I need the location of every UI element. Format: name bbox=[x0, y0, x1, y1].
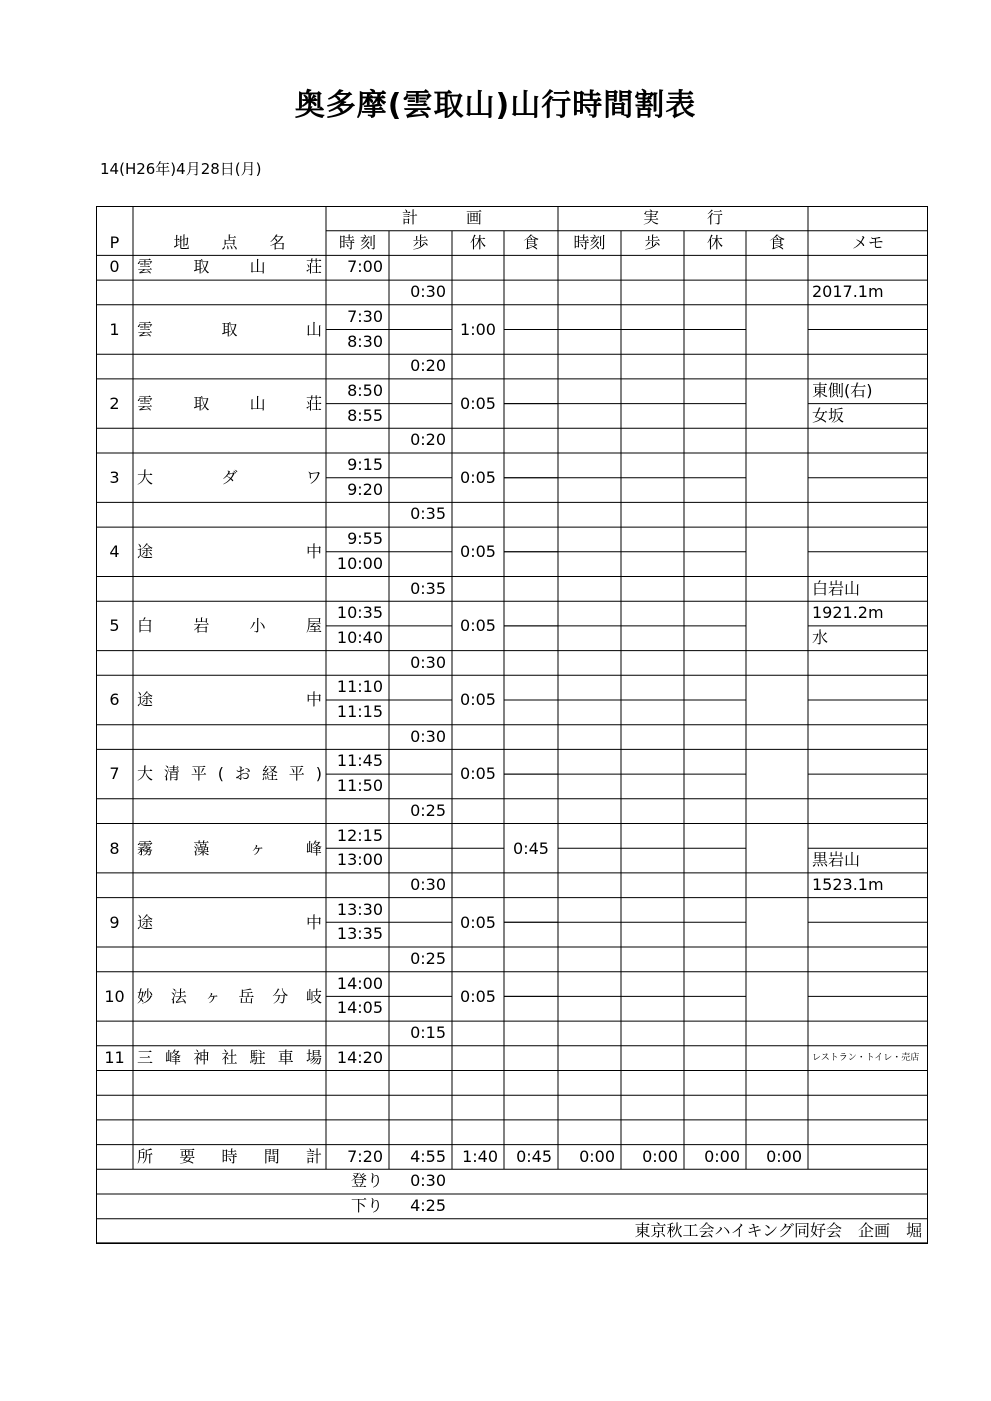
name-char: 山 bbox=[249, 393, 266, 413]
name-char: 分 bbox=[272, 986, 289, 1006]
point-number: 9 bbox=[109, 912, 120, 932]
total-value: 0:00 bbox=[579, 1146, 615, 1166]
point-number: 7 bbox=[109, 764, 120, 784]
rest-time: 0:05 bbox=[460, 468, 496, 487]
name-char: ワ bbox=[305, 468, 322, 487]
departure-time: 10:00 bbox=[336, 553, 383, 573]
header-col: 時刻 bbox=[573, 232, 606, 252]
name-char: 屋 bbox=[305, 616, 322, 636]
name-char: 取 bbox=[221, 319, 238, 339]
name-char: 雲 bbox=[137, 257, 154, 277]
memo-text: レストラン・トイレ・売店 bbox=[812, 1052, 920, 1063]
descent-label: 下り bbox=[350, 1196, 383, 1215]
table-grid bbox=[96, 206, 928, 1244]
name-char: 雲 bbox=[137, 393, 154, 413]
point-number: 3 bbox=[109, 468, 120, 487]
walk-time: 0:30 bbox=[410, 726, 446, 746]
name-char: 中 bbox=[305, 542, 322, 562]
total-label bbox=[133, 1145, 326, 1170]
header-plan: 計 画 bbox=[401, 208, 482, 227]
name-char: ヶ bbox=[204, 986, 221, 1006]
name-char: 駐 bbox=[249, 1047, 266, 1067]
point-number: 11 bbox=[104, 1047, 125, 1067]
point-name bbox=[133, 379, 326, 428]
walk-time: 0:20 bbox=[410, 356, 446, 376]
memo-text: 黒岩山 bbox=[812, 850, 861, 870]
arrival-time: 7:00 bbox=[347, 257, 383, 277]
name-char: ) bbox=[315, 764, 322, 784]
name-char: 経 bbox=[261, 764, 278, 784]
climb-value: 0:30 bbox=[410, 1171, 446, 1191]
name-char: 荘 bbox=[305, 257, 322, 277]
name-char: 岐 bbox=[305, 986, 322, 1006]
name-char: 岳 bbox=[238, 986, 255, 1006]
name-char: 取 bbox=[193, 393, 210, 413]
point-name bbox=[133, 898, 326, 947]
point-number: 10 bbox=[104, 986, 125, 1006]
arrival-time: 9:55 bbox=[347, 529, 383, 549]
rest-time: 0:05 bbox=[460, 986, 496, 1006]
total-value: 7:20 bbox=[347, 1146, 383, 1166]
departure-time: 9:20 bbox=[347, 479, 383, 499]
organizer-footer: 東京秋工会ハイキング同好会 企画 堀 bbox=[634, 1220, 922, 1240]
header-col: 食 bbox=[522, 232, 539, 252]
memo-text: 女坂 bbox=[812, 405, 845, 425]
name-char: 三 bbox=[137, 1047, 154, 1067]
name-char: お bbox=[234, 764, 251, 784]
point-name bbox=[133, 1046, 326, 1071]
name-char: 平 bbox=[190, 764, 207, 784]
departure-time: 13:00 bbox=[336, 850, 383, 870]
memo-text: 白岩山 bbox=[812, 578, 861, 598]
rest-time: 0:05 bbox=[460, 542, 496, 562]
trip-date: 14(H26年)4月28日(月) bbox=[100, 160, 262, 178]
arrival-time: 11:10 bbox=[336, 677, 383, 697]
departure-time: 8:55 bbox=[347, 405, 383, 425]
name-char: ヶ bbox=[249, 838, 266, 858]
header-col: P bbox=[109, 232, 120, 252]
total-value: 0:45 bbox=[516, 1146, 552, 1166]
name-char: 峰 bbox=[305, 838, 322, 858]
name-char: 大 bbox=[137, 468, 154, 487]
name-char: 要 bbox=[179, 1146, 196, 1166]
point-name bbox=[133, 675, 326, 724]
header-col: 休 bbox=[706, 232, 723, 252]
name-char: 妙 bbox=[137, 986, 154, 1006]
point-name bbox=[133, 749, 326, 798]
point-name bbox=[133, 824, 326, 873]
total-value: 0:00 bbox=[642, 1146, 678, 1166]
total-value: 0:00 bbox=[704, 1146, 740, 1166]
name-char: 計 bbox=[305, 1146, 322, 1166]
name-char: 白 bbox=[137, 616, 154, 636]
point-number: 8 bbox=[109, 838, 120, 858]
walk-time: 0:20 bbox=[410, 430, 446, 450]
name-char: 岩 bbox=[193, 616, 210, 636]
name-char: 車 bbox=[277, 1047, 294, 1067]
total-value: 0:00 bbox=[766, 1146, 802, 1166]
arrival-time: 14:00 bbox=[336, 973, 383, 993]
meal-time: 0:45 bbox=[513, 838, 549, 858]
name-char: 社 bbox=[221, 1047, 238, 1067]
walk-time: 0:35 bbox=[410, 578, 446, 598]
memo-text: 1921.2m bbox=[812, 603, 884, 623]
name-char: 途 bbox=[137, 912, 154, 932]
name-char: 霧 bbox=[137, 838, 154, 858]
walk-time: 0:25 bbox=[410, 949, 446, 968]
departure-time: 10:40 bbox=[336, 627, 383, 647]
point-name bbox=[133, 527, 326, 576]
header-col: 時 刻 bbox=[338, 232, 377, 252]
departure-time: 14:05 bbox=[336, 998, 383, 1018]
total-value: 1:40 bbox=[462, 1146, 498, 1166]
name-char: 山 bbox=[249, 257, 266, 277]
departure-time: 13:35 bbox=[336, 924, 383, 944]
name-char: 時 bbox=[221, 1146, 238, 1166]
header-col: 食 bbox=[768, 232, 785, 252]
point-name bbox=[133, 255, 326, 280]
name-char: 神 bbox=[193, 1047, 210, 1067]
name-char: 山 bbox=[305, 319, 322, 339]
name-char: 藻 bbox=[193, 838, 210, 858]
name-char: 間 bbox=[263, 1146, 280, 1166]
rest-time: 0:05 bbox=[460, 616, 496, 636]
point-number: 6 bbox=[109, 690, 120, 710]
name-char: 雲 bbox=[137, 319, 154, 339]
memo-text: 1523.1m bbox=[812, 874, 884, 894]
name-char: 大 bbox=[137, 764, 154, 784]
walk-time: 0:30 bbox=[410, 652, 446, 672]
walk-time: 0:35 bbox=[410, 504, 446, 524]
rest-time: 1:00 bbox=[460, 319, 496, 339]
arrival-time: 8:50 bbox=[347, 380, 383, 400]
name-char: 法 bbox=[170, 986, 187, 1006]
name-char: ( bbox=[217, 764, 225, 784]
memo-text: 水 bbox=[812, 627, 829, 647]
point-number: 2 bbox=[109, 393, 120, 413]
header-col: 地 点 名 bbox=[173, 232, 286, 252]
total-value: 4:55 bbox=[410, 1146, 446, 1166]
departure-time: 11:15 bbox=[336, 702, 383, 721]
rest-time: 0:05 bbox=[460, 764, 496, 784]
point-name bbox=[133, 972, 326, 1021]
arrival-time: 9:15 bbox=[347, 455, 383, 474]
descent-value: 4:25 bbox=[410, 1196, 446, 1215]
walk-time: 0:30 bbox=[410, 282, 446, 302]
departure-time: 8:30 bbox=[347, 331, 383, 351]
point-number: 0 bbox=[109, 257, 120, 277]
name-char: 平 bbox=[288, 764, 305, 784]
arrival-time: 7:30 bbox=[347, 306, 383, 326]
name-char: 荘 bbox=[305, 393, 322, 413]
point-name bbox=[133, 453, 326, 502]
climb-label: 登り bbox=[350, 1171, 383, 1191]
timetable bbox=[96, 206, 928, 1244]
point-name bbox=[133, 601, 326, 650]
name-char: 途 bbox=[137, 690, 154, 710]
header-actual: 実 行 bbox=[642, 208, 723, 227]
name-char: 峰 bbox=[165, 1047, 182, 1067]
rest-time: 0:05 bbox=[460, 690, 496, 710]
walk-time: 0:30 bbox=[410, 874, 446, 894]
point-name bbox=[133, 305, 326, 354]
name-char: ダ bbox=[221, 468, 238, 487]
point-number: 5 bbox=[109, 616, 120, 636]
header-col: 歩 bbox=[412, 232, 429, 252]
rest-time: 0:05 bbox=[460, 393, 496, 413]
header-col: 休 bbox=[469, 232, 486, 252]
name-char: 所 bbox=[137, 1146, 154, 1166]
arrival-time: 10:35 bbox=[336, 603, 383, 623]
walk-time: 0:25 bbox=[410, 800, 446, 820]
point-number: 4 bbox=[109, 542, 120, 562]
header-col: 歩 bbox=[644, 232, 661, 252]
memo-text: 東側(右) bbox=[812, 380, 873, 400]
header-col: メモ bbox=[851, 232, 884, 252]
point-number: 1 bbox=[109, 319, 120, 339]
name-char: 中 bbox=[305, 912, 322, 932]
name-char: 中 bbox=[305, 690, 322, 710]
name-char: 途 bbox=[137, 542, 154, 562]
rest-time: 0:05 bbox=[460, 912, 496, 932]
name-char: 清 bbox=[163, 764, 180, 784]
arrival-time: 14:20 bbox=[336, 1047, 383, 1067]
page-title: 奥多摩(雲取山)山行時間割表 bbox=[294, 88, 697, 123]
departure-time: 11:50 bbox=[336, 776, 383, 796]
memo-text: 2017.1m bbox=[812, 282, 884, 302]
arrival-time: 12:15 bbox=[336, 825, 383, 845]
arrival-time: 13:30 bbox=[336, 899, 383, 919]
arrival-time: 11:45 bbox=[336, 751, 383, 771]
walk-time: 0:15 bbox=[410, 1023, 446, 1043]
name-char: 場 bbox=[305, 1047, 322, 1067]
name-char: 小 bbox=[249, 616, 266, 636]
name-char: 取 bbox=[193, 257, 210, 277]
